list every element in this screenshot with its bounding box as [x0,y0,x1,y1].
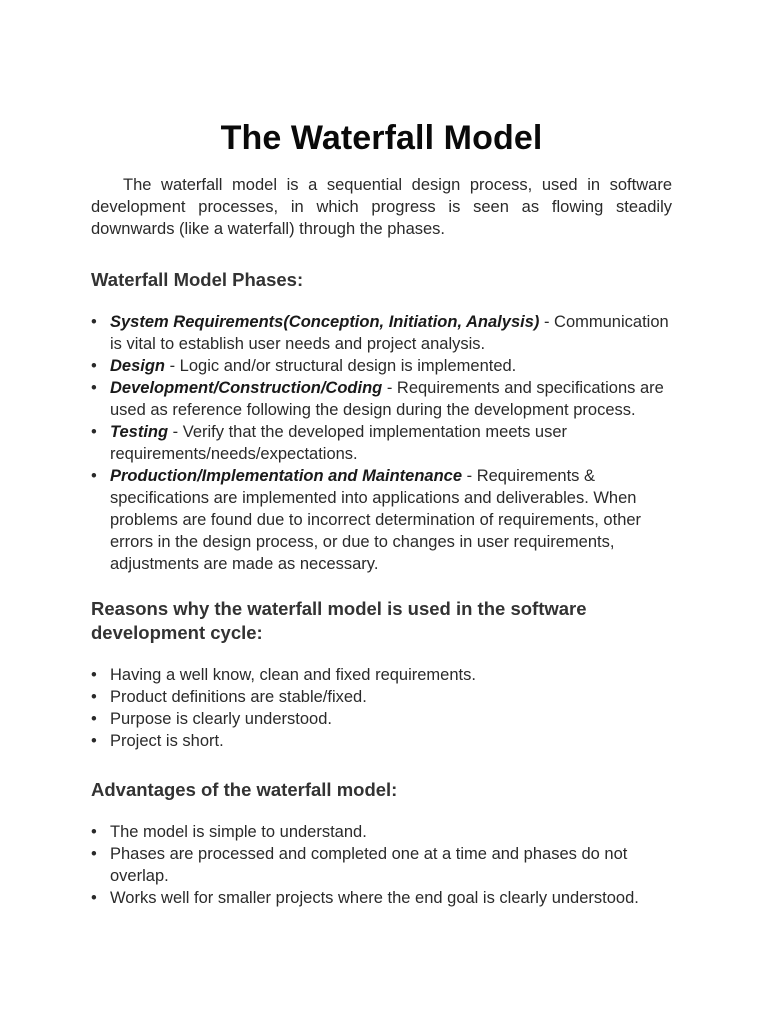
bullet-icon: • [91,845,97,863]
advantage-text: Phases are processed and completed one at a time and phases do not overlap. [110,845,628,885]
bullet-icon: • [91,423,97,441]
bullet-icon: • [91,688,97,706]
page-title: The Waterfall Model [220,119,543,157]
reasons-heading: Reasons why the waterfall model is used in the software development cycle: [91,598,587,643]
reasons-list [91,664,672,752]
list-item [91,377,672,421]
intro-paragraph: The waterfall model is a sequential design process, used in software development processes, in which progress is seen as flowing steadily downwards (like a waterfall) through the phases. [91,176,672,238]
phases-heading: Waterfall Model Phases: [91,269,304,290]
reason-text: Project is short. [110,732,224,750]
list-item [91,355,672,377]
list-item [91,730,672,752]
bullet-icon: • [91,313,97,331]
reason-text: Purpose is clearly understood. [110,710,332,728]
list-item [91,421,672,465]
phase-description: - Requirements & specifications are implemented into applications and deliverables. When problems are found due to incorrect determination of requirements, other errors in the design process, or due to changes in user requirements, adjustments are made as necessary. [110,467,642,573]
bullet-icon: • [91,467,97,485]
bullet-icon: • [91,666,97,684]
phase-term: Development/Construction/Coding [110,379,383,397]
reason-text: Product definitions are stable/fixed. [110,688,367,706]
bullet-icon: • [91,379,97,397]
phase-term: Production/Implementation and Maintenance [110,467,463,485]
list-item [91,708,672,730]
list-item [91,887,672,909]
phase-description: - Verify that the developed implementation meets user requirements/needs/expectations. [110,423,568,463]
phase-description: - Requirements and specifications are used as reference following the design during the development process. [110,379,664,419]
advantages-list [91,821,672,909]
advantage-text: Works well for smaller projects where the end goal is clearly understood. [110,889,639,907]
list-item [91,465,672,575]
bullet-icon: • [91,710,97,728]
advantage-text: The model is simple to understand. [110,823,367,841]
reason-text: Having a well know, clean and fixed requirements. [110,666,476,684]
advantages-heading: Advantages of the waterfall model: [91,779,398,800]
list-item [91,843,672,887]
list-item [91,664,672,686]
phase-term: Design [110,357,166,375]
phase-term: Testing [110,423,169,441]
phases-list [91,311,672,575]
bullet-icon: • [91,889,97,907]
list-item [91,686,672,708]
phase-term: System Requirements(Conception, Initiation, Analysis) [110,313,540,331]
list-item [91,821,672,843]
bullet-icon: • [91,823,97,841]
bullet-icon: • [91,357,97,375]
phase-description: - Logic and/or structural design is implemented. [165,357,517,375]
phase-description: - Communication is vital to establish user needs and project analysis. [110,313,669,353]
bullet-icon: • [91,732,97,750]
list-item [91,311,672,355]
